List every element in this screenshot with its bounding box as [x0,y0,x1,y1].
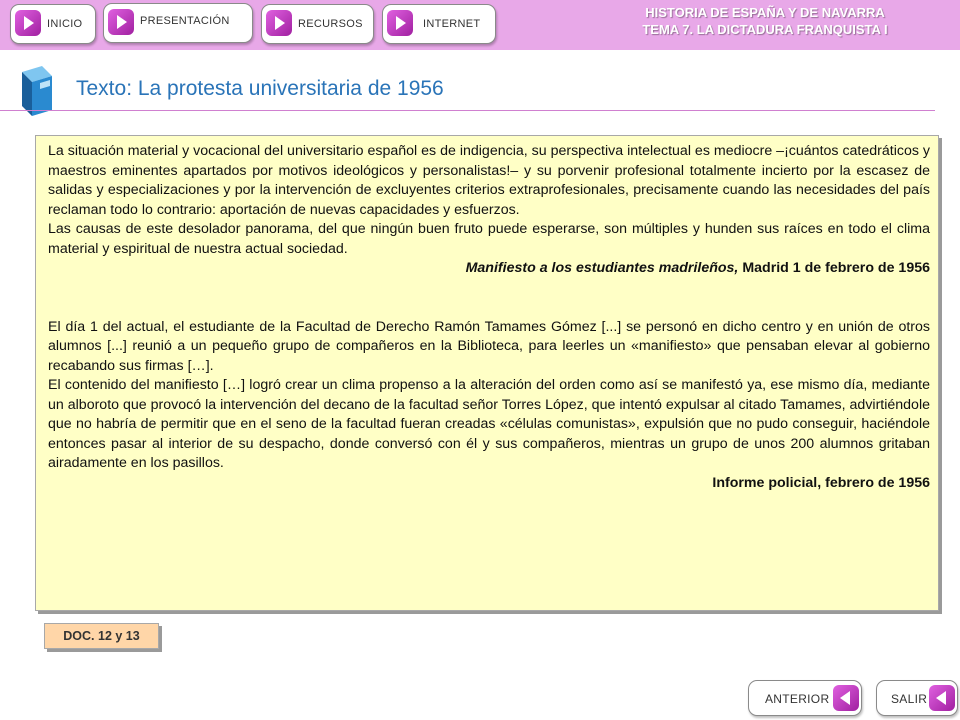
nav-button-internet[interactable] [382,4,496,44]
document-text-panel [35,135,939,611]
play-arrow-icon [387,10,413,36]
page-title: Texto: La protesta universitaria de 1956 [76,77,444,100]
nav-button-presentacion[interactable] [103,3,253,43]
doc-label: DOC. 12 y 13 [44,623,159,649]
book-icon [18,66,56,116]
anterior-label: ANTERIOR [765,692,830,706]
paragraph-spacer [48,279,930,318]
text-paragraph-1: La situación material y vocacional del universitario español es de indigencia, su perspectiva intelectual es mediocre –¡cuántos catedráticos y maestros eminentes apartados por motivos ideológicos y personalistas!– y su porvenir profesional totalmente incierto por la escasez de salidas y especializaciones y por la intervención de excluyentes criterios extraprofesionales, precisamente cuando las necesidades del país reclaman todo lo contrario: aportación de nuevas capacidades y esfuerzos. [48,143,930,218]
nav-label-presentacion: PRESENTACIÓN [140,15,230,27]
source-citation-1 [48,259,930,279]
course-title [600,4,930,38]
source-citation-1-date: Madrid 1 de febrero de 1956 [738,260,930,276]
nav-label-internet: INTERNET [423,18,481,30]
source-citation-1-title: Manifiesto a los estudiantes madrileños, [465,260,739,276]
nav-label-recursos: RECURSOS [298,18,363,30]
play-arrow-icon [15,10,41,36]
text-paragraph-2: Las causas de este desolador panorama, del que ningún buen fruto puede esperarse, son múltiples y hunden sus raíces en todo el clima material y espiritual de nuestra actual sociedad. [48,221,930,257]
title-divider [0,110,935,111]
text-paragraph-3: El día 1 del actual, el estudiante de la Facultad de Derecho Ramón Tamames Gómez [...] se personó en dicho centro y en unión de otros alumnos [...] reunió a un pequeño grupo de compañeros en la Biblioteca, para leerles un «manifiesto» que pensaban elevar al gobierno recabando sus firmas […]. [48,318,930,374]
back-arrow-icon [929,685,955,711]
nav-button-inicio[interactable] [10,4,96,44]
back-arrow-icon [833,685,859,711]
text-paragraph-4: El contenido del manifiesto […] logró crear un clima propenso a la alteración del orden como así se manifestó ya, ese mismo día, mediante un alboroto que provocó la intervención del decano de la facultad señor Torres López, que intentó expulsar al citado Tamames, advirtiéndole que no habría de permitir que en el seno de la facultad fueran creadas «células comunistas», expulsión que no pudo conseguir, haciéndole entonces pasar al interior de su despacho, donde conversó con él y sus compañeros, mientras un grupo de unos 200 alumnos gritaban airadamente en los pasillos. [48,377,930,471]
course-title-line2: TEMA 7. LA DICTADURA FRANQUISTA I [642,22,888,37]
salir-label: SALIR [891,692,928,706]
nav-label-inicio: INICIO [47,18,83,30]
anterior-button[interactable] [748,680,862,716]
source-citation-2: Informe policial, febrero de 1956 [712,474,930,491]
play-arrow-icon [108,9,134,35]
salir-button[interactable] [876,680,958,716]
play-arrow-icon [266,10,292,36]
course-title-line1: HISTORIA DE ESPAÑA Y DE NAVARRA [645,5,885,20]
nav-button-recursos[interactable] [261,4,374,44]
